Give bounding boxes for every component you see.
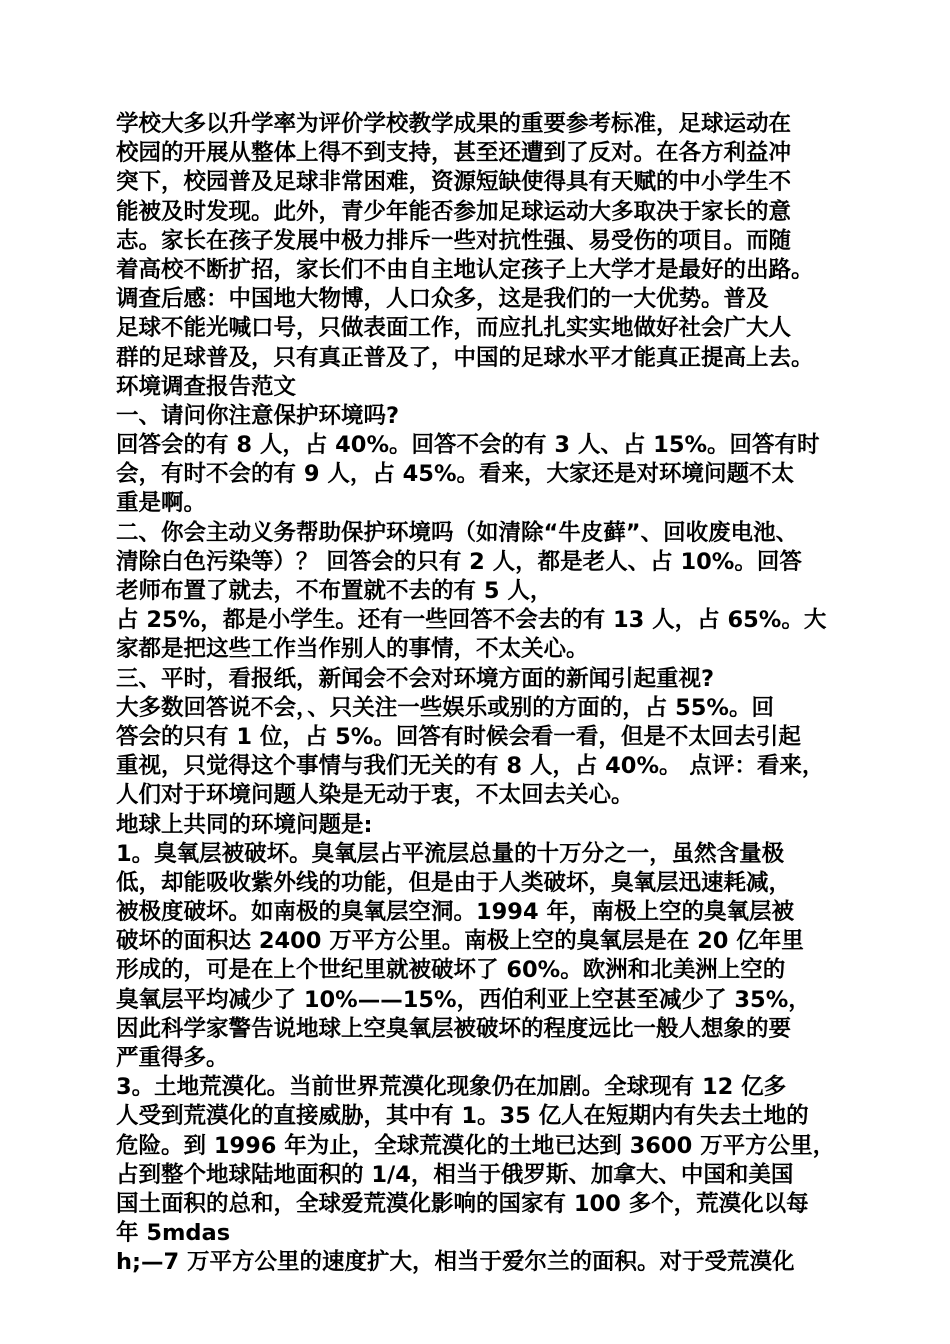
text-line: 1。臭氧层被破坏。臭氧层占平流层总量的十万分之一，虽然含量极 [116,840,785,867]
text-line: 群的足球普及，只有真正普及了，中国的足球水平才能真正提高上去。 [116,344,814,371]
text-line: 调查后感：中国地大物博，人口众多，这是我们的一大优势。普及 [116,286,769,313]
text-line: 一、请问你注意保护环境吗? [116,402,400,429]
text-line: 低，却能吸收紫外线的功能，但是由于人类破坏，臭氧层迅速耗减， [116,869,792,896]
text-line: 三、平时，看报纸，新闻会不会对环境方面的新闻引起重视? [116,665,715,692]
text-line: 会，有时不会的有 9 人，占 45%。看来，大家还是对环境问题不太 [116,461,795,488]
text-line: 突下，校园普及足球非常困难，资源短缺使得具有天赋的中小学生不 [116,169,792,196]
text-line: 人们对于环境问题人染是无动于衷，不太回去关心。 [116,782,634,809]
text-line: 大多数回答说不会，、只关注一些娱乐或别的方面的，占 55%。回 [116,694,774,721]
text-line: 占 25%，都是小学生。还有一些回答不会去的有 13 人，占 65%。大 [116,607,827,634]
document-body [116,110,856,1278]
text-line: 老师布置了就去，不布置就不去的有 5 人， [116,578,553,604]
text-line: 年 5mdas [116,1220,231,1247]
text-line: 清除白色污染等）？ 回答会的只有 2 人，都是老人、占 10%。回答 [116,548,802,575]
text-line: 足球不能光喊口号，只做表面工作，而应扎扎实实地做好社会广大人 [116,315,792,342]
text-line: 占到整个地球陆地面积的 1/4，相当于俄罗斯、加拿大、中国和美国 [116,1161,794,1188]
text-line: 严重得多。 [116,1045,229,1071]
text-line: 重视，只觉得这个事情与我们无关的有 8 人，占 40%。 点评：看来， [116,753,825,780]
text-line: 志。家长在孩子发展中极力排斥一些对抗性强、易受伤的项目。而随 [116,227,792,254]
text-line: 家都是把这些工作当作别人的事情，不太关心。 [116,636,589,663]
text-line: 危险。到 1996 年为止，全球荒漠化的土地已达到 3600 万平方公里， [116,1132,836,1159]
text-line: 环境调查报告范文 [116,373,297,400]
text-line: 重是啊。 [116,490,207,517]
text-line: 国土面积的总和，全球爱荒漠化影响的国家有 100 多个，荒漠化以每 [116,1190,809,1217]
text-line: 被极度破坏。如南极的臭氧层空洞。1994 年，南极上空的臭氧层被 [116,899,794,926]
text-line: 答会的只有 1 位，占 5%。回答有时候会看一看，但是不太回去引起 [116,723,801,750]
text-line: 臭氧层平均减少了 10%——15%，西伯利亚上空甚至减少了 35%， [116,986,811,1013]
text-line: 着高校不断扩招，家长们不由自主地认定孩子上大学才是最好的出路。 [116,256,814,283]
text-line: 回答会的有 8 人，占 40%。回答不会的有 3 人、占 15%。回答有时 [116,432,820,459]
text-line: 地球上共同的环境问题是: [116,811,373,838]
text-line: 因此科学家警告说地球上空臭氧层被破坏的程度远比一般人想象的要 [116,1015,792,1042]
text-line: 3。土地荒漠化。当前世界荒漠化现象仍在加剧。全球现有 12 亿多 [116,1074,787,1101]
text-line: 形成的，可是在上个世纪里就被破坏了 60%。欧洲和北美洲上空的 [116,957,786,984]
text-line: 学校大多以升学率为评价学校教学成果的重要参考标准，足球运动在 [116,111,792,137]
text-line: h;—7 万平方公里的速度扩大，相当于爱尔兰的面积。对于受荒漠化 [116,1249,795,1276]
text-line: 能被及时发现。此外，青少年能否参加足球运动大多取决于家长的意 [116,198,792,225]
text-line: 二、你会主动义务帮助保护环境吗（如清除“牛皮藓”、回收废电池、 [116,519,799,546]
text-line: 破坏的面积达 2400 万平方公里。南极上空的臭氧层是在 20 亿年里 [116,928,804,955]
text-line: 校园的开展从整体上得不到支持，甚至还遭到了反对。在各方利益冲 [116,140,792,167]
text-line: 人受到荒漠化的直接威胁，其中有 1。35 亿人在短期内有失去土地的 [116,1103,809,1130]
